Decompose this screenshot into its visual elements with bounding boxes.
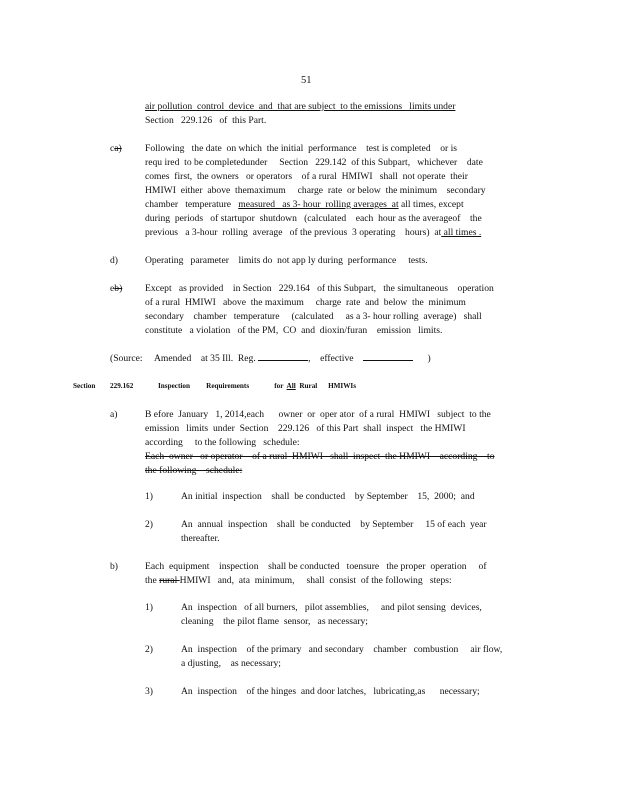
section-title-text: Inspection Requirements for — [158, 382, 284, 390]
c-line5-text: chamber temperature — [145, 199, 232, 210]
continuation-line-2: Section 229.126 of this Part. — [145, 115, 267, 126]
subsection-b-item-1-number: 1) — [145, 602, 153, 613]
subsection-a-item-2-text: An annual inspection shall be conducted by September 15 of each year — [181, 519, 487, 530]
section-title-rural: Rural — [299, 382, 318, 390]
paragraph-c-line-1: Following the date on which the initial performance test is completed or is — [145, 143, 457, 154]
paragraph-c-line-6: during periods of startupor shutdown (calculated each hour as the averageof the — [145, 213, 482, 224]
c-line7-text: previous a 3-hour rolling average of the previous 3 operating hours) at — [145, 227, 442, 238]
subsection-a-label: a) — [110, 409, 118, 420]
subsection-b-item-2-line-1: An inspection of the primary and secondary chamber combustion air flow, — [181, 644, 503, 655]
section-heading-number: 229.162 — [110, 382, 134, 390]
subsection-a-line-3: according to the following schedule: — [145, 437, 300, 448]
subsection-b-item-3-line-1: An inspection of the hinges and door latches, lubricating,as necessary; — [181, 686, 480, 697]
subsection-b-item-2-number: 2) — [145, 644, 153, 655]
source-text-3: ) — [427, 353, 431, 364]
subsection-a-item-2-cont: thereafter. — [181, 533, 220, 544]
b-line2-post: HMIWI and, ata minimum, shall consist of the following steps: — [179, 575, 452, 586]
section-heading-title — [158, 381, 356, 392]
paragraph-c-line-4: HMIWI either above themaximum charge rate or below the minimum secondary — [145, 185, 486, 196]
source-text-2: , effective — [308, 353, 354, 364]
struck-text-2: the following schedule: — [145, 465, 243, 476]
subsection-a-item-1-number: 1) — [145, 491, 153, 502]
subsection-b-item-3-number: 3) — [145, 686, 153, 697]
c-line5-inserted: measured as 3- hour rolling averages at — [238, 199, 399, 210]
section-title-hmiwis: HMIWIs — [328, 382, 357, 390]
subsection-a-item-1-text: An initial inspection shall be conducted by September 15, 2000; and — [181, 491, 475, 502]
subsection-b-item-1-line-1: An inspection of all burners, pilot assemblies, and pilot sensing devices, — [181, 602, 482, 613]
paragraph-e-line-4: constitute a violation of the PM, CO and dioxin/furan emission limits. — [145, 325, 443, 336]
paragraph-e-line-3: secondary chamber temperature (calculated as a 3- hour rolling average) shall — [145, 311, 482, 322]
paragraph-e-line-2: of a rural HMIWI above the maximum charge rate and below the minimum — [145, 297, 466, 308]
label-inserted-e: e — [110, 283, 115, 294]
subsection-a-struck-line-2 — [145, 465, 242, 476]
b-line2-struck: rural — [159, 575, 180, 586]
subsection-a-line-1: B efore January 1, 2014,each owner or oper ator of a rural HMIWI subject to the — [145, 409, 491, 420]
subsection-b-label: b) — [110, 561, 118, 572]
label-struck-b: b) — [114, 283, 123, 294]
section-title-all: All — [286, 382, 296, 390]
page-number: 51 — [301, 75, 312, 86]
subsection-b-line-2 — [145, 575, 452, 586]
paragraph-e-line-1: Except as provided in Section 229.164 of this Subpart, the simultaneous operation — [145, 283, 494, 294]
paragraph-c-line-2: requ ired to be completedunder Section 229.142 of this Subpart, whichever date — [145, 157, 483, 168]
paragraph-d-text: Operating parameter limits do not app ly during performance tests. — [145, 255, 428, 266]
paragraph-e-label — [110, 283, 122, 294]
struck-text-1: Each owner or operator of a rural HMIWI shall inspect the HMIWI according to — [145, 451, 495, 462]
c-line5-tail: all times, except — [398, 199, 464, 210]
paragraph-d-label: d) — [110, 255, 118, 266]
subsection-b-item-1-line-2: cleaning the pilot flame sensor, as necessary; — [181, 616, 368, 627]
subsection-a-struck-line-1 — [145, 451, 495, 462]
c-line7-inserted: all times . — [441, 227, 482, 238]
subsection-b-line-1: Each equipment inspection shall be conducted toensure the proper operation of — [145, 561, 487, 572]
source-blank-date — [363, 352, 413, 361]
source-blank-reg — [258, 352, 308, 361]
continuation-line-1 — [145, 101, 455, 112]
section-heading-word: Section — [73, 382, 96, 390]
subsection-a-item-2-number: 2) — [145, 519, 153, 530]
subsection-b-item-2-line-2: a djusting, as necessary; — [181, 658, 281, 669]
b-line2-pre: the — [145, 575, 160, 586]
label-inserted-c: c — [110, 143, 115, 154]
paragraph-c-line-3: comes first, the owners or operators of a rural HMIWI shall not operate their — [145, 171, 468, 182]
source-text-1: (Source: Amended at 35 Ill. Reg. — [110, 353, 256, 364]
source-note — [110, 352, 431, 364]
label-struck-a: a) — [114, 143, 122, 154]
paragraph-c-line-5 — [145, 199, 464, 210]
paragraph-c-line-7 — [145, 227, 481, 238]
subsection-a-line-2: emission limits under Section 229.126 of this Part shall inspect the HMIWI — [145, 423, 466, 434]
paragraph-c-label — [110, 143, 122, 154]
continuation-text-1: air pollution control device and that are subject to the emissions limits under — [145, 101, 456, 112]
